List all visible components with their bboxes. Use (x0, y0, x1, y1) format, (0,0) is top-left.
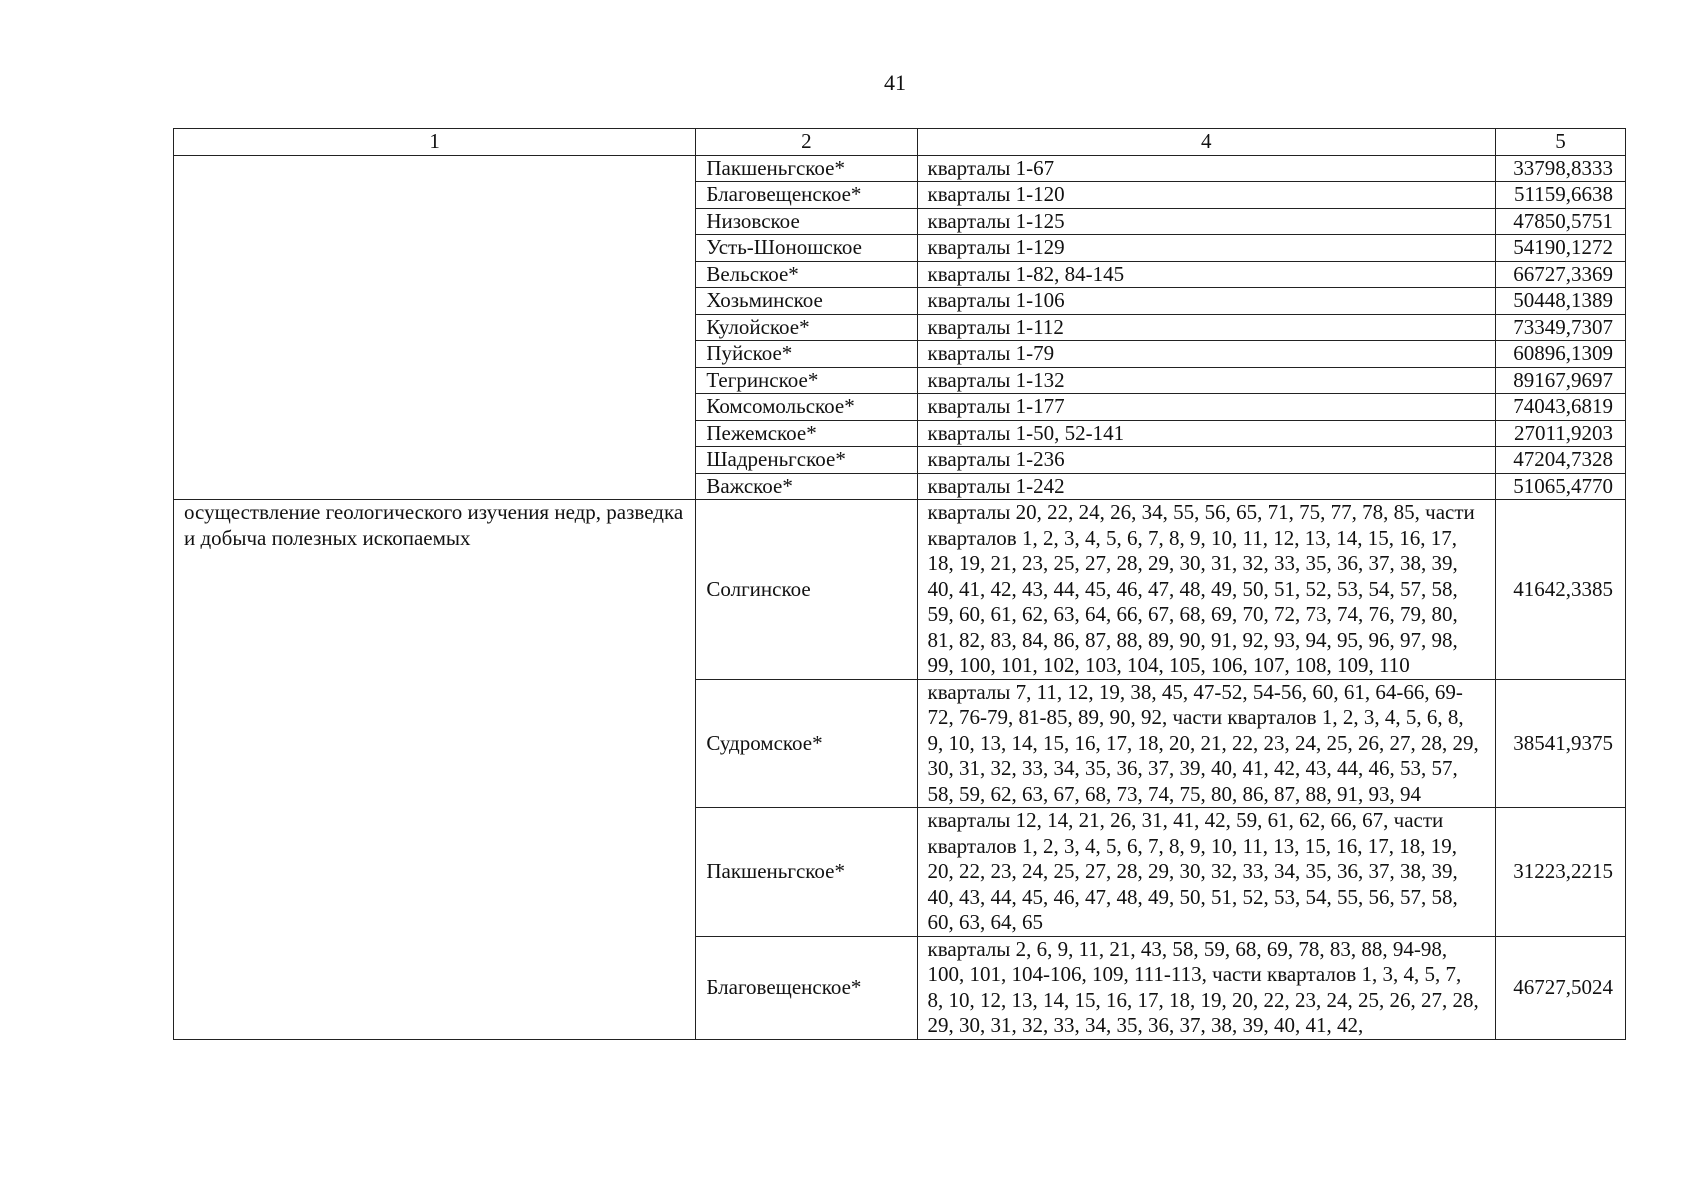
header-col-1: 1 (174, 129, 696, 156)
forestry-cell: Солгинское (696, 500, 917, 680)
activity-cell: осуществление геологического изучения недр, разведка и добыча полезных ископаемых (174, 500, 696, 1040)
forestry-cell: Хозьминское (696, 288, 917, 315)
quarters-cell: кварталы 1-177 (917, 394, 1495, 421)
forestry-cell: Тегринское* (696, 367, 917, 394)
table-row (174, 155, 1626, 182)
area-cell: 60896,1309 (1495, 341, 1625, 368)
quarters-cell: кварталы 7, 11, 12, 19, 38, 45, 47-52, 54-56, 60, 61, 64-66, 69-72, 76-79, 81-85, 89, 90, 92, части кварталов 1, 2, 3, 4, 5, 6, 8, 9, 10, 13, 14, 15, 16, 17, 18, 20, 21, 22, 23, 24, 25, 26, 27, 28, 29, 30, 31, 32, 33, 34, 35, 36, 37, 39, 40, 41, 42, 43, 44, 46, 53, 57, 58, 59, 62, 63, 67, 68, 73, 74, 75, 80, 86, 87, 88, 91, 93, 94 (917, 679, 1495, 808)
forestry-cell: Пуйское* (696, 341, 917, 368)
quarters-cell: кварталы 1-242 (917, 473, 1495, 500)
table-row (174, 500, 1626, 680)
area-cell: 54190,1272 (1495, 235, 1625, 262)
quarters-cell: кварталы 1-112 (917, 314, 1495, 341)
forestry-cell: Благовещенское* (696, 936, 917, 1039)
table-header-row (174, 129, 1626, 156)
forestry-cell: Вельское* (696, 261, 917, 288)
area-cell: 38541,9375 (1495, 679, 1625, 808)
area-cell: 50448,1389 (1495, 288, 1625, 315)
forestry-cell: Пакшеньгское* (696, 155, 917, 182)
quarters-cell: кварталы 1-120 (917, 182, 1495, 209)
quarters-cell: кварталы 1-67 (917, 155, 1495, 182)
forestry-cell: Пежемское* (696, 420, 917, 447)
quarters-cell: кварталы 20, 22, 24, 26, 34, 55, 56, 65, 71, 75, 77, 78, 85, части кварталов 1, 2, 3, 4, 5, 6, 7, 8, 9, 10, 11, 12, 13, 14, 15, 16, 17, 18, 19, 21, 23, 25, 27, 28, 29, 30, 31, 32, 33, 35, 36, 37, 38, 39, 40, 41, 42, 43, 44, 45, 46, 47, 48, 49, 50, 51, 52, 53, 54, 57, 58, 59, 60, 61, 62, 63, 64, 66, 67, 68, 69, 70, 72, 73, 74, 76, 79, 80, 81, 82, 83, 84, 86, 87, 88, 89, 90, 91, 92, 93, 94, 95, 96, 97, 98, 99, 100, 101, 102, 103, 104, 105, 106, 107, 108, 109, 110 (917, 500, 1495, 680)
quarters-cell: кварталы 12, 14, 21, 26, 31, 41, 42, 59, 61, 62, 66, 67, части кварталов 1, 2, 3, 4, 5, 6, 7, 8, 9, 10, 11, 13, 15, 16, 17, 18, 19, 20, 22, 23, 24, 25, 27, 28, 29, 30, 32, 33, 34, 35, 36, 37, 38, 39, 40, 43, 44, 45, 46, 47, 48, 49, 50, 51, 52, 53, 54, 55, 56, 57, 58, 60, 63, 64, 65 (917, 808, 1495, 937)
quarters-cell: кварталы 1-125 (917, 208, 1495, 235)
quarters-cell: кварталы 1-236 (917, 447, 1495, 474)
area-cell: 51065,4770 (1495, 473, 1625, 500)
quarters-cell: кварталы 1-50, 52-141 (917, 420, 1495, 447)
page-number: 41 (884, 70, 906, 95)
quarters-cell: кварталы 1-129 (917, 235, 1495, 262)
forestry-cell: Благовещенское* (696, 182, 917, 209)
area-cell: 47850,5751 (1495, 208, 1625, 235)
area-cell: 74043,6819 (1495, 394, 1625, 421)
area-cell: 31223,2215 (1495, 808, 1625, 937)
area-cell: 27011,9203 (1495, 420, 1625, 447)
forestry-table (173, 128, 1626, 1040)
forestry-cell: Низовское (696, 208, 917, 235)
activity-cell (174, 155, 696, 500)
area-cell: 47204,7328 (1495, 447, 1625, 474)
area-cell: 89167,9697 (1495, 367, 1625, 394)
forestry-cell: Кулойское* (696, 314, 917, 341)
header-col-4: 4 (917, 129, 1495, 156)
forestry-cell: Пакшеньгское* (696, 808, 917, 937)
forestry-cell: Шадреньгское* (696, 447, 917, 474)
header-col-5: 5 (1495, 129, 1625, 156)
area-cell: 66727,3369 (1495, 261, 1625, 288)
forestry-cell: Судромское* (696, 679, 917, 808)
quarters-cell: кварталы 1-106 (917, 288, 1495, 315)
quarters-cell: кварталы 2, 6, 9, 11, 21, 43, 58, 59, 68, 69, 78, 83, 88, 94-98, 100, 101, 104-106, 109, 111-113, части кварталов 1, 3, 4, 5, 7, 8, 10, 12, 13, 14, 15, 16, 17, 18, 19, 20, 22, 23, 24, 25, 26, 27, 28, 29, 30, 31, 32, 33, 34, 35, 36, 37, 38, 39, 40, 41, 42, (917, 936, 1495, 1039)
area-cell: 46727,5024 (1495, 936, 1625, 1039)
forestry-cell: Усть-Шоношское (696, 235, 917, 262)
area-cell: 33798,8333 (1495, 155, 1625, 182)
forestry-cell: Комсомольское* (696, 394, 917, 421)
quarters-cell: кварталы 1-132 (917, 367, 1495, 394)
area-cell: 41642,3385 (1495, 500, 1625, 680)
area-cell: 73349,7307 (1495, 314, 1625, 341)
area-cell: 51159,6638 (1495, 182, 1625, 209)
quarters-cell: кварталы 1-79 (917, 341, 1495, 368)
forestry-cell: Важское* (696, 473, 917, 500)
header-col-2: 2 (696, 129, 917, 156)
quarters-cell: кварталы 1-82, 84-145 (917, 261, 1495, 288)
